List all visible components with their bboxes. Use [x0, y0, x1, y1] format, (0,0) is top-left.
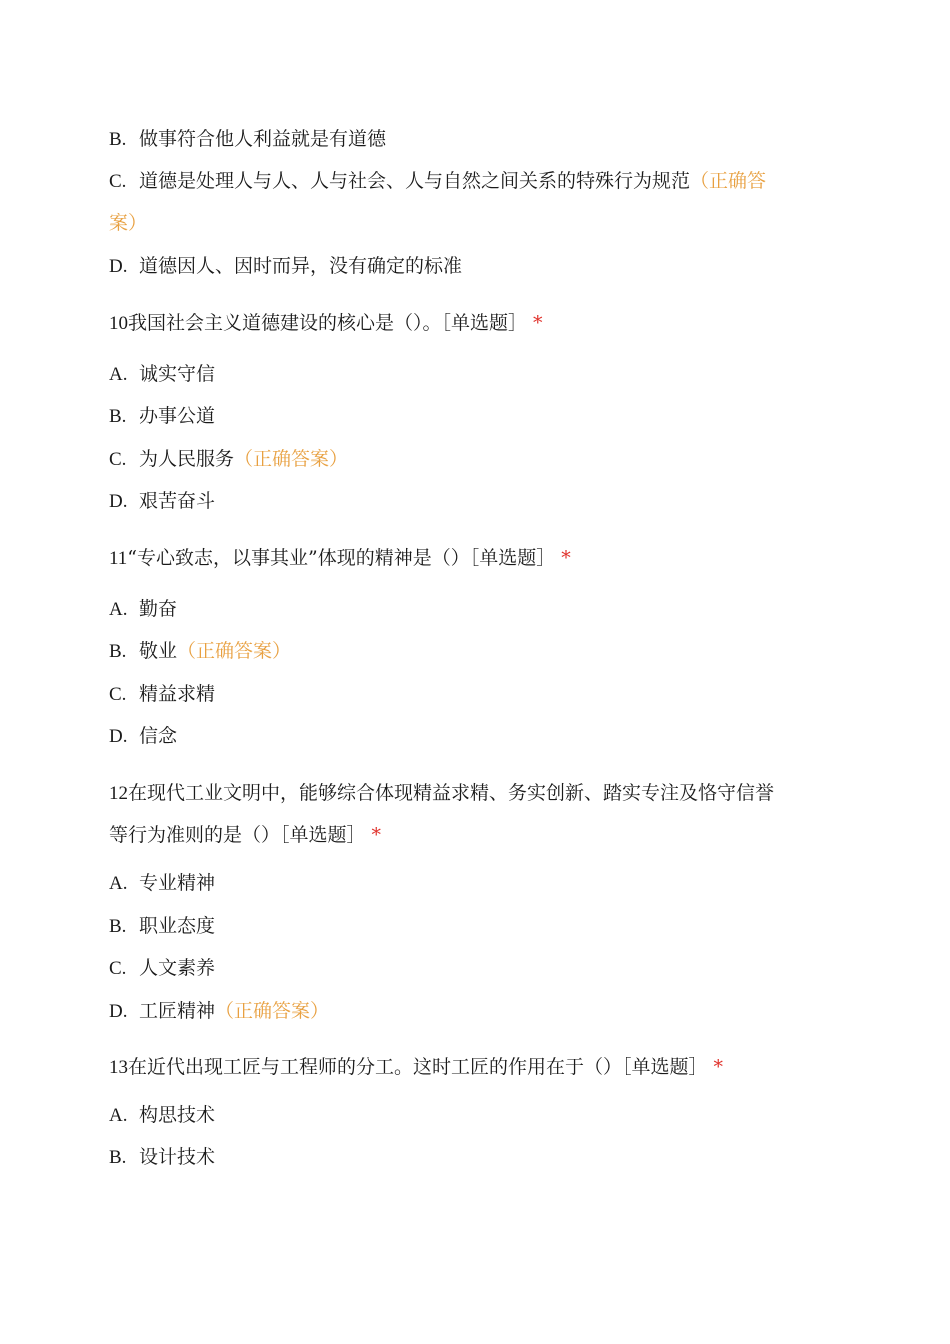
correct-answer-marker: （正确答案） — [234, 448, 349, 470]
required-marker: * — [371, 824, 382, 846]
option-letter: C. — [109, 449, 127, 470]
option-text: 敬业 — [139, 640, 178, 662]
option-letter: D. — [109, 491, 128, 512]
option-text: 构思技术 — [139, 1104, 216, 1126]
option-text: 艰苦奋斗 — [139, 490, 216, 512]
option-q10-a — [109, 353, 215, 396]
option-q10-c — [109, 438, 348, 481]
required-marker: * — [561, 547, 571, 569]
option-q12-b — [109, 905, 215, 948]
option-q13-b — [109, 1136, 215, 1179]
option-q10-b — [109, 395, 215, 438]
option-text: 诚实守信 — [139, 363, 216, 385]
question-10-title — [109, 302, 543, 345]
option-letter: C. — [109, 958, 127, 979]
question-text: 我国社会主义道德建设的核心是（）。［单选题］ — [128, 312, 528, 334]
option-text: 职业态度 — [139, 915, 216, 937]
option-q12-d — [109, 990, 329, 1033]
question-text: 在近代出现工匠与工程师的分工。这时工匠的作用在于（）［单选题］ — [128, 1056, 708, 1078]
question-12-title — [109, 772, 774, 815]
option-q13-a — [109, 1094, 215, 1137]
question-13-title — [109, 1046, 723, 1089]
option-text: 勤奋 — [139, 598, 178, 620]
option-q9-d — [109, 245, 462, 288]
option-letter: C. — [109, 171, 127, 192]
option-text: 工匠精神 — [139, 1000, 216, 1022]
option-q12-c — [109, 947, 215, 990]
option-text: 专业精神 — [139, 872, 216, 894]
option-letter: B. — [109, 1147, 127, 1168]
option-letter: A. — [109, 873, 128, 894]
option-letter: D. — [109, 1001, 128, 1022]
option-text: 做事符合他人利益就是有道德 — [139, 128, 387, 150]
option-letter: D. — [109, 256, 128, 277]
option-letter: A. — [109, 1105, 128, 1126]
option-text: 道德是处理人与人、人与社会、人与自然之间关系的特殊行为规范 — [139, 170, 691, 192]
option-q12-a — [109, 862, 215, 905]
option-q9-b — [109, 118, 386, 161]
question-text: “专心致志，以事其业”体现的精神是（）［单选题］ — [127, 547, 556, 569]
correct-answer-marker: （正确答 — [690, 170, 767, 192]
option-q11-d — [109, 715, 177, 758]
question-number: 12 — [109, 783, 128, 804]
option-text: 精益求精 — [139, 683, 216, 705]
option-q11-a — [109, 588, 177, 631]
question-number: 13 — [109, 1057, 128, 1078]
option-text: 人文素养 — [139, 957, 216, 979]
option-letter: B. — [109, 641, 127, 662]
question-number: 11 — [109, 548, 128, 569]
option-letter: D. — [109, 726, 128, 747]
option-text: 设计技术 — [139, 1146, 216, 1168]
option-letter: A. — [109, 364, 128, 385]
option-letter: A. — [109, 599, 128, 620]
question-text: 在现代工业文明中，能够综合体现精益求精、务实创新、踏实专注及恪守信誉 — [128, 782, 775, 804]
option-letter: B. — [109, 916, 127, 937]
correct-answer-marker: （正确答案） — [177, 640, 292, 662]
option-text: 办事公道 — [139, 405, 216, 427]
option-letter: B. — [109, 129, 127, 150]
option-text: 道德因人、因时而异，没有确定的标准 — [139, 255, 463, 277]
option-q11-b — [109, 630, 291, 673]
correct-answer-marker: （正确答案） — [215, 1000, 330, 1022]
required-marker: * — [713, 1056, 724, 1078]
question-12-title-continued — [109, 814, 381, 856]
option-q9-c-wrap — [109, 202, 147, 244]
question-number: 10 — [109, 313, 128, 334]
option-letter: B. — [109, 406, 127, 427]
required-marker: * — [533, 312, 543, 334]
question-11-title — [109, 537, 571, 580]
option-q10-d — [109, 480, 215, 523]
option-q9-c — [109, 160, 766, 203]
correct-answer-marker-continued: 案） — [109, 212, 148, 234]
question-text: 等行为准则的是（）［单选题］ — [109, 824, 366, 846]
option-q11-c — [109, 673, 215, 716]
option-letter: C. — [109, 684, 127, 705]
option-text: 为人民服务 — [139, 448, 235, 470]
option-text: 信念 — [139, 725, 178, 747]
